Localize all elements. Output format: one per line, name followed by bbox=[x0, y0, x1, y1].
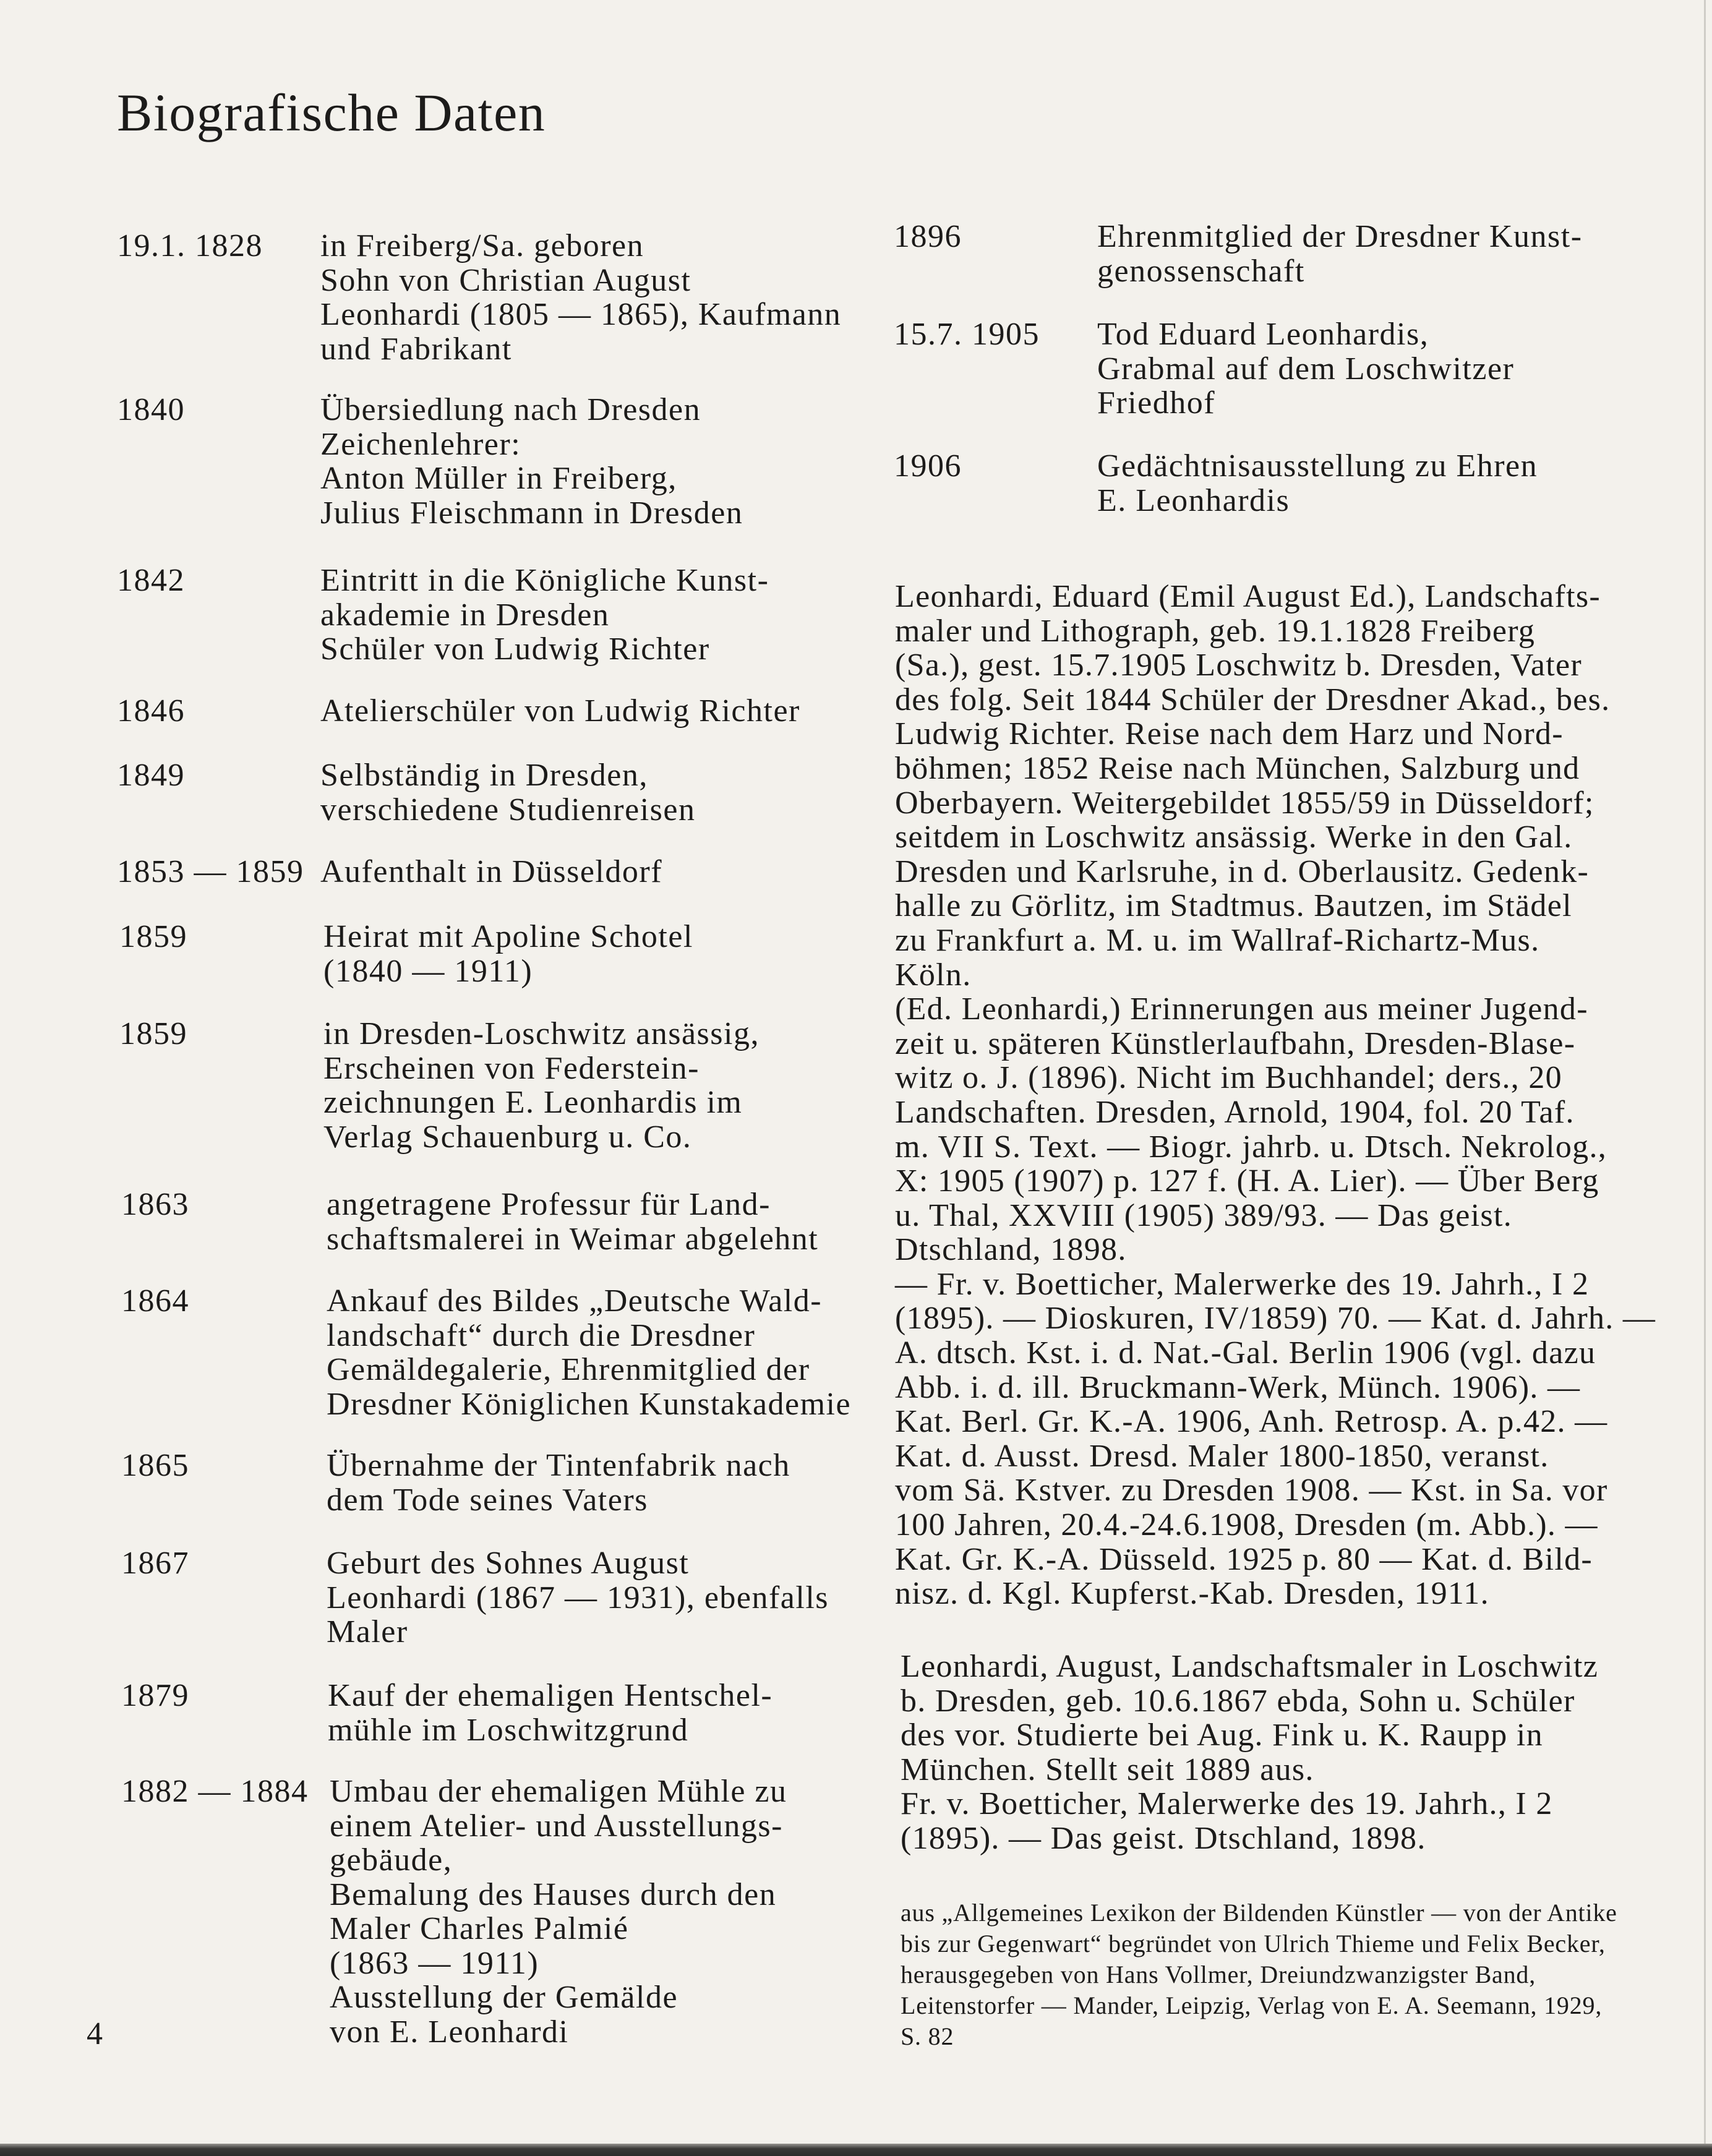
note-line: herausgegeben von Hans Vollmer, Dreiundzwanzigster Band, bbox=[901, 1961, 1536, 1988]
text-line: in Dresden-Loschwitz ansässig, bbox=[323, 1016, 760, 1051]
text-line: Übernahme der Tintenfabrik nach bbox=[327, 1448, 790, 1483]
text-line: Umbau der ehemaligen Mühle zu bbox=[330, 1774, 787, 1809]
entry-text bbox=[1097, 220, 1583, 288]
text-line: Fr. v. Boetticher, Malerwerke des 19. Jahrh., I 2 bbox=[901, 1786, 1553, 1822]
text-line: von E. Leonhardi bbox=[330, 2014, 569, 2050]
note-line: bis zur Gegenwart“ begründet von Ulrich Thieme und Felix Becker, bbox=[901, 1930, 1606, 1957]
page-title: Biografische Daten bbox=[117, 83, 546, 142]
entry-text bbox=[327, 1546, 829, 1649]
note-line: Leitenstorfer — Mander, Leipzig, Verlag von E. A. Seemann, 1929, bbox=[901, 1991, 1603, 2019]
entry-text bbox=[323, 1017, 760, 1154]
text-line: Grabmal auf dem Loschwitzer bbox=[1097, 351, 1515, 387]
note-line: S. 82 bbox=[901, 2022, 954, 2050]
text-line: des vor. Studierte bei Aug. Fink u. K. Raupp in bbox=[901, 1718, 1543, 1753]
text-line: Kauf der ehemaligen Hentschel- bbox=[328, 1678, 773, 1713]
text-line: Sohn von Christian August bbox=[320, 262, 691, 298]
page-edge-right bbox=[1704, 0, 1706, 2156]
text-line: witz o. J. (1896). Nicht im Buchhandel; ders., 20 bbox=[895, 1060, 1562, 1096]
entry-date: 1840 bbox=[117, 392, 185, 427]
text-line: mühle im Loschwitzgrund bbox=[328, 1712, 689, 1748]
text-line: Erscheinen von Federstein- bbox=[323, 1050, 700, 1086]
entry-date: 1865 bbox=[121, 1448, 189, 1483]
entry-text bbox=[320, 694, 800, 729]
text-line: Eintritt in die Königliche Kunst- bbox=[320, 563, 769, 598]
text-line: maler und Lithograph, geb. 19.1.1828 Freiberg bbox=[895, 613, 1536, 649]
text-line: dem Tode seines Vaters bbox=[327, 1482, 648, 1518]
entry-text bbox=[320, 855, 662, 889]
entry-text bbox=[327, 1448, 790, 1517]
text-line: E. Leonhardis bbox=[1097, 482, 1290, 518]
text-line: Leonhardi, Eduard (Emil August Ed.), Landschafts- bbox=[895, 579, 1601, 614]
text-line: einem Atelier- und Ausstellungs- bbox=[330, 1808, 783, 1844]
text-line: München. Stellt seit 1889 aus. bbox=[901, 1752, 1314, 1787]
entry-date: 1879 bbox=[121, 1678, 189, 1713]
text-line: böhmen; 1852 Reise nach München, Salzburg und bbox=[895, 750, 1580, 786]
entry-date: 1882 — 1884 bbox=[121, 1774, 309, 1809]
entry-text bbox=[320, 563, 769, 667]
entry-text bbox=[320, 758, 695, 827]
text-line: Atelierschüler von Ludwig Richter bbox=[320, 693, 800, 729]
text-line: zeichnungen E. Leonhardis im bbox=[323, 1085, 743, 1120]
text-line: Bemalung des Hauses durch den bbox=[330, 1876, 777, 1912]
text-line: angetragene Professur für Land- bbox=[327, 1187, 771, 1222]
text-line: landschaft“ durch die Dresdner bbox=[327, 1317, 756, 1353]
text-line: Anton Müller in Freiberg, bbox=[320, 461, 677, 496]
entry-date: 1859 bbox=[119, 1016, 187, 1051]
text-line: Verlag Schauenburg u. Co. bbox=[323, 1119, 692, 1155]
text-line: verschiedene Studienreisen bbox=[320, 792, 696, 828]
text-line: Maler Charles Palmié bbox=[330, 1911, 629, 1946]
text-line: Zeichenlehrer: bbox=[320, 426, 521, 462]
text-line: Tod Eduard Leonhardis, bbox=[1097, 317, 1429, 352]
text-line: Selbständig in Dresden, bbox=[320, 758, 648, 793]
text-line: zeit u. späteren Künstlerlaufbahn, Dresden-Blase- bbox=[895, 1025, 1576, 1061]
text-line: Kat. d. Ausst. Dresd. Maler 1800-1850, veranst. bbox=[895, 1438, 1549, 1474]
text-line: akademie in Dresden bbox=[320, 597, 610, 633]
entry-text bbox=[328, 1679, 773, 1747]
text-line: Julius Fleischmann in Dresden bbox=[320, 495, 743, 531]
text-line: Maler bbox=[327, 1614, 408, 1649]
text-line: (Sa.), gest. 15.7.1905 Loschwitz b. Dresden, Vater bbox=[895, 648, 1583, 683]
text-line: A. dtsch. Kst. i. d. Nat.-Gal. Berlin 1906 (vgl. dazu bbox=[895, 1335, 1596, 1371]
text-line: Dresdner Königlichen Kunstakademie bbox=[327, 1386, 852, 1422]
text-line: (1840 — 1911) bbox=[323, 953, 533, 989]
text-line: seitdem in Loschwitz ansässig. Werke in den Gal. bbox=[895, 819, 1573, 855]
entry-text bbox=[320, 393, 743, 530]
page-number: 4 bbox=[87, 2016, 103, 2051]
text-line: Kat. Berl. Gr. K.-A. 1906, Anh. Retrosp. A. p.42. — bbox=[895, 1404, 1608, 1440]
text-line: Köln. bbox=[895, 957, 972, 993]
text-line: Leonhardi, August, Landschaftsmaler in Loschwitz bbox=[901, 1649, 1599, 1684]
text-line: Ankauf des Bildes „Deutsche Wald- bbox=[327, 1283, 823, 1319]
lexicon-entry-august bbox=[901, 1649, 1598, 1856]
entry-date: 1849 bbox=[117, 758, 185, 793]
text-line: (1895). — Das geist. Dtschland, 1898. bbox=[901, 1820, 1426, 1856]
entry-date: 1863 bbox=[121, 1187, 189, 1222]
text-line: und Fabrikant bbox=[320, 331, 512, 367]
text-line: m. VII S. Text. — Biogr. jahrb. u. Dtsch. Nekrolog., bbox=[895, 1129, 1607, 1165]
text-line: Friedhof bbox=[1097, 385, 1216, 421]
text-line: Leonhardi (1867 — 1931), ebenfalls bbox=[327, 1580, 829, 1615]
text-line: zu Frankfurt a. M. u. im Wallraf-Richartz-Mus. bbox=[895, 922, 1540, 958]
entry-date: 15.7. 1905 bbox=[894, 317, 1040, 352]
entry-text bbox=[320, 229, 841, 366]
text-line: Ausstellung der Gemälde bbox=[330, 1980, 678, 2015]
entry-date: 1853 — 1859 bbox=[117, 854, 304, 889]
page-edge-bottom bbox=[0, 2144, 1712, 2156]
text-line: in Freiberg/Sa. geboren bbox=[320, 228, 644, 263]
text-line: gebäude, bbox=[330, 1842, 453, 1878]
text-line: (1863 — 1911) bbox=[330, 1945, 539, 1981]
text-line: Abb. i. d. ill. Bruckmann-Werk, Münch. 1906). — bbox=[895, 1369, 1581, 1405]
text-line: 100 Jahren, 20.4.-24.6.1908, Dresden (m. Abb.). — bbox=[895, 1507, 1598, 1543]
text-line: Geburt des Sohnes August bbox=[327, 1546, 690, 1581]
entry-text bbox=[1097, 317, 1514, 421]
text-line: Ehrenmitglied der Dresdner Kunst- bbox=[1097, 219, 1583, 254]
text-line: genossenschaft bbox=[1097, 253, 1305, 289]
entry-date: 19.1. 1828 bbox=[117, 228, 263, 263]
text-line: Landschaften. Dresden, Arnold, 1904, fol. 20 Taf. bbox=[895, 1094, 1575, 1130]
text-line: Dresden und Karlsruhe, in d. Oberlausitz. Gedenk- bbox=[895, 853, 1590, 889]
text-line: Gedächtnisausstellung zu Ehren bbox=[1097, 448, 1538, 484]
text-line: X: 1905 (1907) p. 127 f. (H. A. Lier). — Über Berg bbox=[895, 1163, 1599, 1199]
text-line: Schüler von Ludwig Richter bbox=[320, 631, 710, 667]
text-line: halle zu Görlitz, im Stadtmus. Bautzen, im Städel bbox=[895, 888, 1572, 924]
entry-date: 1846 bbox=[117, 693, 185, 729]
text-line: u. Thal, XXVIII (1905) 389/93. — Das geist. bbox=[895, 1197, 1513, 1233]
entry-date: 1867 bbox=[121, 1546, 189, 1581]
text-line: nisz. d. Kgl. Kupferst.-Kab. Dresden, 1911. bbox=[895, 1576, 1489, 1612]
text-line: Kat. Gr. K.-A. Düsseld. 1925 p. 80 — Kat. d. Bild- bbox=[895, 1541, 1593, 1577]
text-line: des folg. Seit 1844 Schüler der Dresdner Akad., bes. bbox=[895, 682, 1611, 717]
text-line: Leonhardi (1805 — 1865), Kaufmann bbox=[320, 297, 842, 332]
text-line: Ludwig Richter. Reise nach dem Harz und Nord- bbox=[895, 716, 1564, 752]
text-line: Heirat mit Apoline Schotel bbox=[323, 919, 693, 954]
text-line: (Ed. Leonhardi,) Erinnerungen aus meiner Jugend- bbox=[895, 991, 1588, 1027]
text-line: b. Dresden, geb. 10.6.1867 ebda, Sohn u. Schüler bbox=[901, 1683, 1575, 1719]
entry-date: 1906 bbox=[894, 448, 962, 484]
entry-text bbox=[327, 1284, 851, 1421]
text-line: Übersiedlung nach Dresden bbox=[320, 392, 701, 427]
entry-text bbox=[1097, 449, 1538, 518]
text-line: vom Sä. Kstver. zu Dresden 1908. — Kst. in Sa. vor bbox=[895, 1473, 1608, 1508]
text-line: — Fr. v. Boetticher, Malerwerke des 19. Jahrh., I 2 bbox=[895, 1266, 1590, 1302]
note-line: aus „Allgemeines Lexikon der Bildenden Künstler — von der Antike bbox=[901, 1899, 1617, 1927]
entry-date: 1896 bbox=[894, 219, 962, 254]
entry-text bbox=[323, 920, 693, 988]
text-line: (1895). — Dioskuren, IV/1859) 70. — Kat. d. Jahrh. — bbox=[895, 1301, 1656, 1337]
text-line: Gemäldegalerie, Ehrenmitglied der bbox=[327, 1352, 810, 1387]
entry-text bbox=[330, 1774, 787, 2049]
text-line: Aufenthalt in Düsseldorf bbox=[320, 854, 663, 889]
source-note bbox=[901, 1897, 1617, 2052]
text-line: Dtschland, 1898. bbox=[895, 1232, 1127, 1268]
text-line: Oberbayern. Weitergebildet 1855/59 in Düsseldorf; bbox=[895, 785, 1594, 821]
text-line: schaftsmalerei in Weimar abgelehnt bbox=[327, 1221, 819, 1257]
entry-date: 1864 bbox=[121, 1283, 189, 1319]
entry-text bbox=[327, 1187, 818, 1256]
entry-date: 1842 bbox=[117, 563, 185, 598]
lexicon-entry-eduard bbox=[895, 580, 1656, 1611]
entry-date: 1859 bbox=[119, 919, 187, 954]
